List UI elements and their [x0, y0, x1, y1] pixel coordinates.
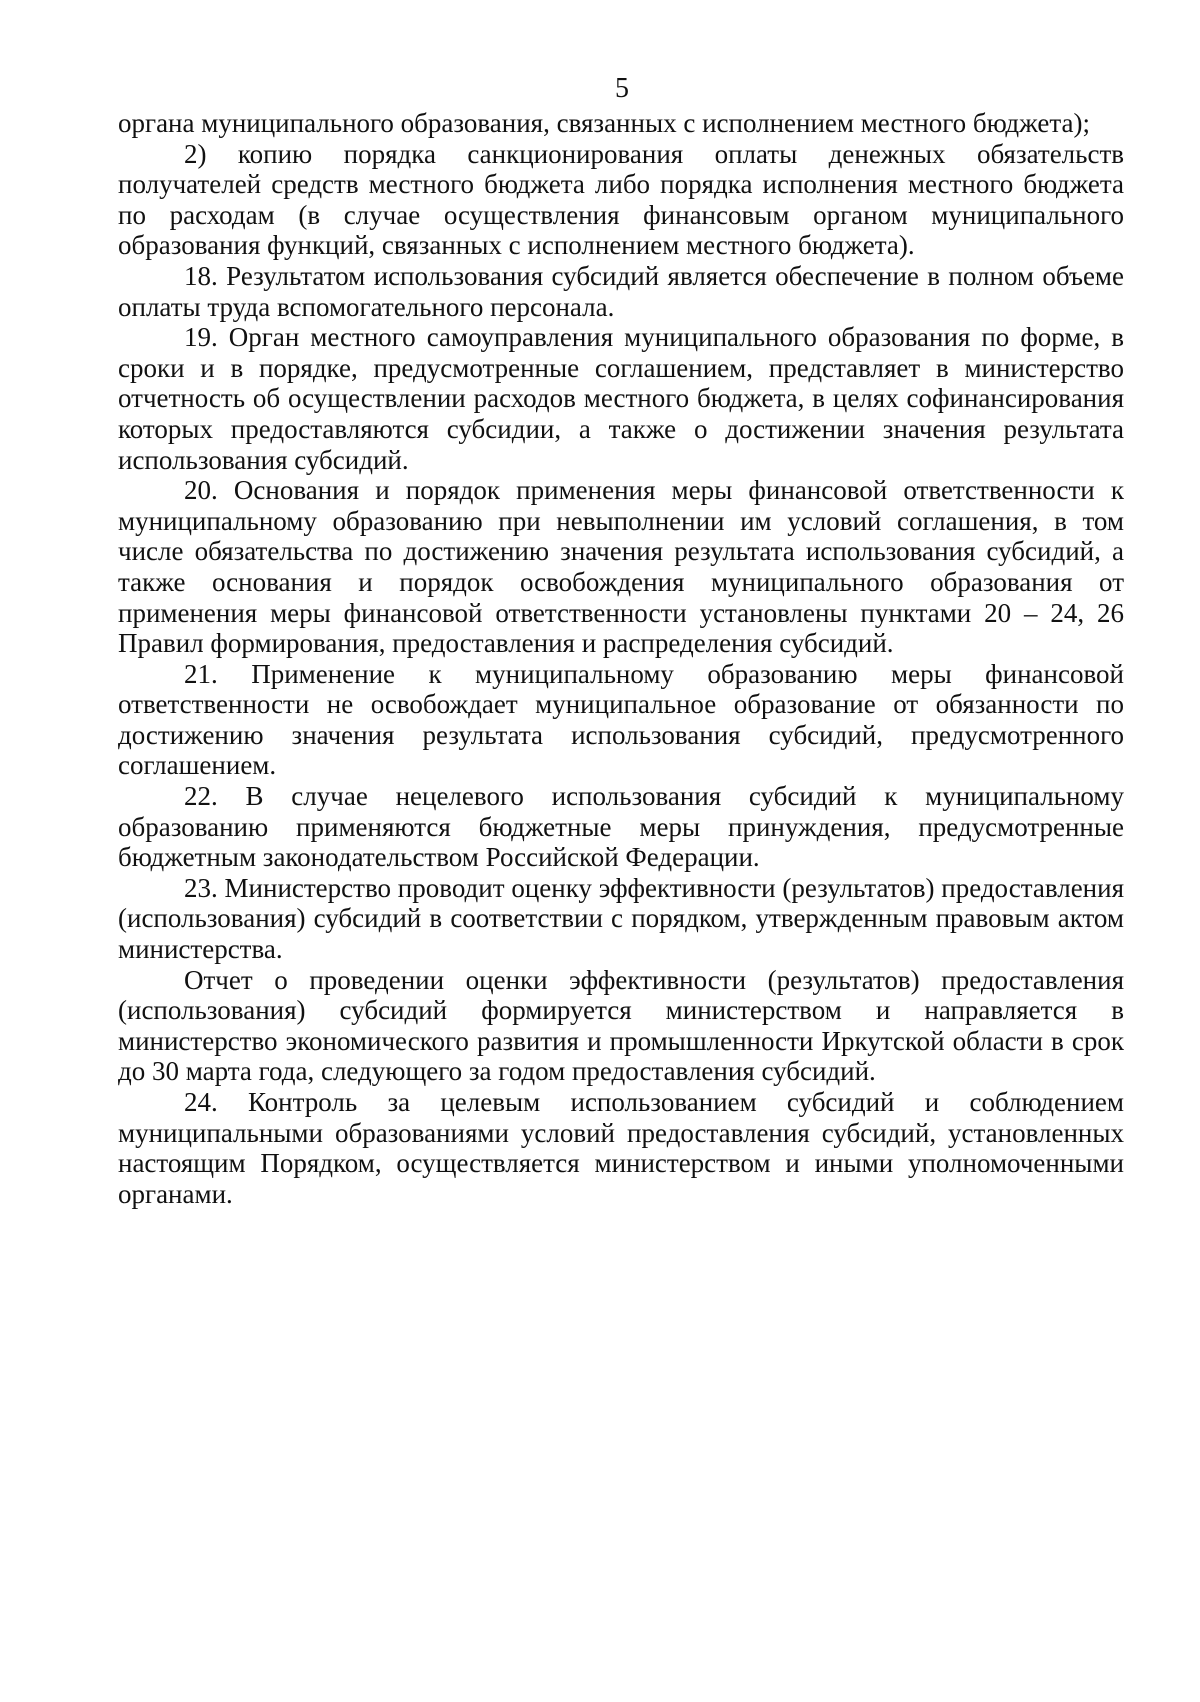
paragraph-item-2: 2) копию порядка санкционирования оплаты денежных обязательств получателей средств местного бюджета либо порядка исполнения местного бюджета по расходам (в случае осуществления финансовым органом муниципального образования функций, связанных с исполнением местного бюджета). — [118, 138, 1124, 261]
paragraph-continuation: органа муниципального образования, связанных с исполнением местного бюджета); — [118, 108, 1091, 138]
paragraph-20: 20. Основания и порядок применения меры финансовой ответственности к муниципальному образованию при невыполнении им условий соглашения, в том числе обязательства по достижению значения результата использования субсидий, а также основания и порядок освобождения муниципального образования от применения меры финансовой ответственности установлены пунктами 20 – 24, 26 Правил формирования, предоставления и распределения субсидий. — [118, 475, 1124, 659]
paragraph-22: 22. В случае нецелевого использования субсидий к муниципальному образованию применяются бюджетные меры принуждения, предусмотренные бюджетным законодательством Российской Федерации. — [118, 781, 1124, 873]
paragraph-23: 23. Министерство проводит оценку эффективности (результатов) предоставления (использования) субсидий в соответствии с порядком, утвержденным правовым актом министерства. — [118, 872, 1124, 965]
paragraph-24: 24. Контроль за целевым использованием субсидий и соблюдением муниципальными образованиями условий предоставления субсидий, установленных настоящим Порядком, осуществляется министерством и иными уполномоченными органами. — [118, 1087, 1124, 1209]
paragraph-19: 19. Орган местного самоуправления муниципального образования по форме, в сроки и в порядке, предусмотренные соглашением, представляет в министерство отчетность об осуществлении расходов местного бюджета, в целях софинансирования которых предоставляются субсидии, а также о достижении значения результата использования субсидий. — [118, 322, 1124, 475]
paragraph-21: 21. Применение к муниципальному образованию меры финансовой ответственности не освобождает муниципальное образование от обязанности по достижению значения результата использования субсидий, предусмотренного соглашением. — [118, 658, 1124, 781]
paragraph-23-report: Отчет о проведении оценки эффективности (результатов) предоставления (использования) субсидий формируется министерством и направляется в министерство экономического развития и промышленности Иркутской области в срок до 30 марта года, следующего за годом предоставления субсидий. — [118, 964, 1124, 1087]
paragraph-18: 18. Результатом использования субсидий является обеспечение в полном объеме оплаты труда вспомогательного персонала. — [118, 260, 1124, 322]
document-body — [118, 108, 1124, 1209]
page-number: 5 — [615, 73, 629, 104]
